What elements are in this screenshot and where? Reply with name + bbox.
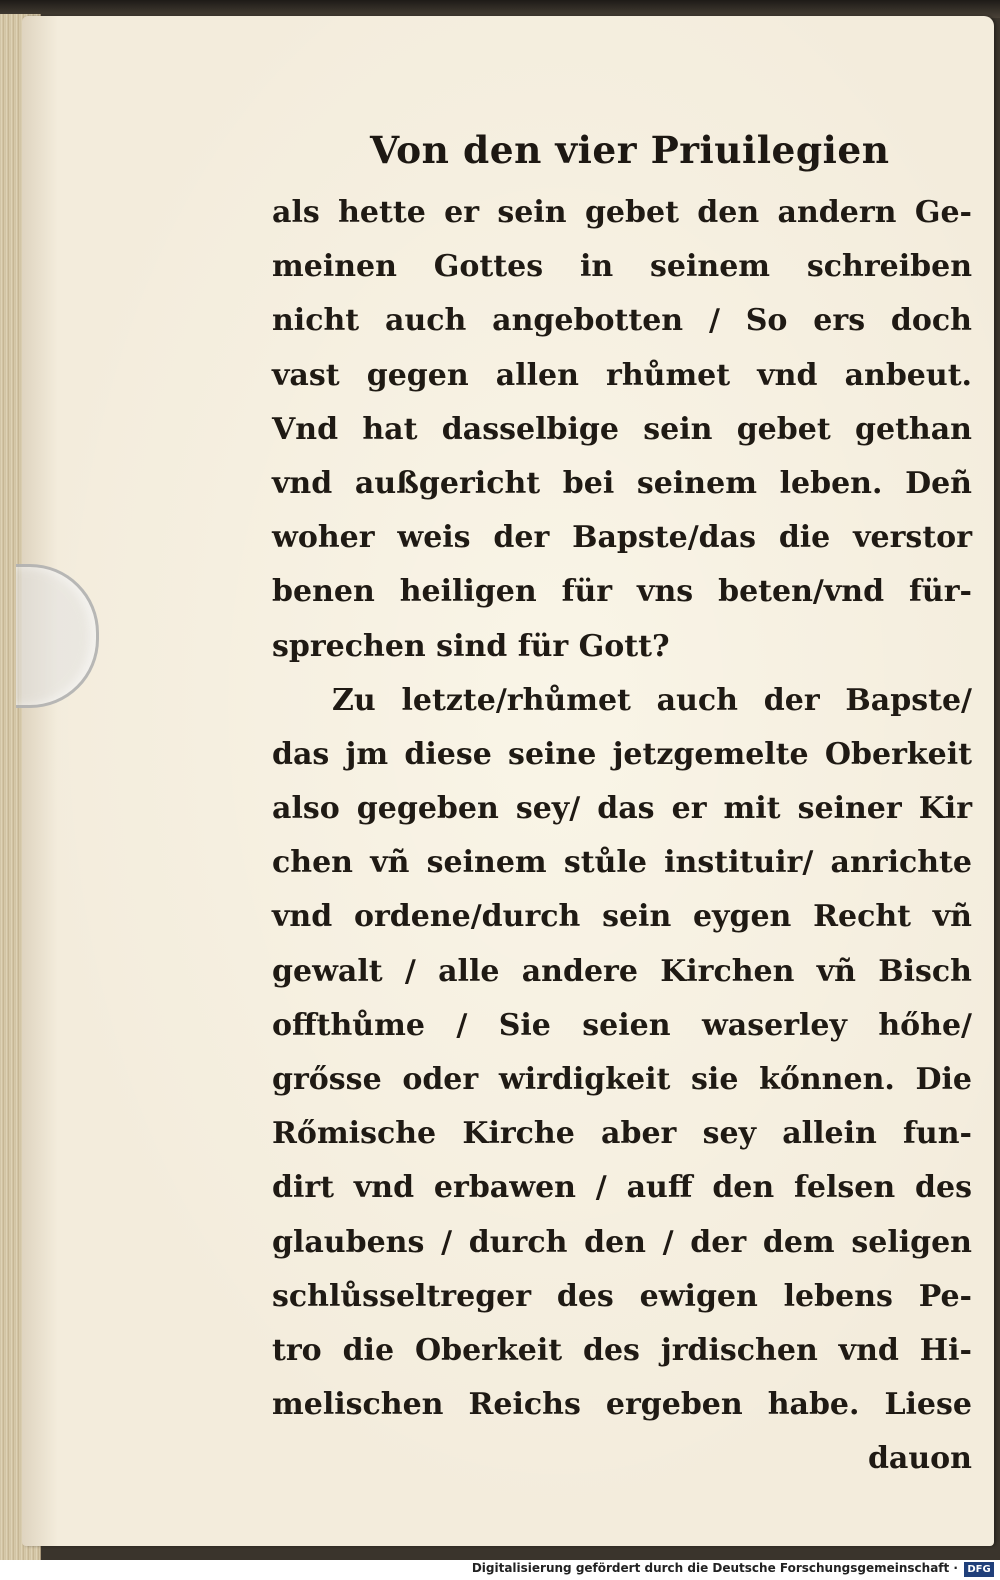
text-line-16: offthůme / Sie seien waserley hőhe/: [272, 1007, 972, 1043]
text-line-6: vnd außgericht bei seinem leben. Deñ: [272, 465, 972, 501]
text-line-14: vnd ordene/durch sein eygen Recht vñ: [272, 899, 972, 935]
running-head: Von den vier Priuilegien: [370, 128, 890, 172]
text-line-20: glaubens / durch den / der dem seligen: [272, 1224, 972, 1260]
text-line-17: grősse oder wirdigkeit sie kőnnen. Die: [272, 1062, 972, 1097]
text-line-9: sprechen sind für Gott?: [272, 628, 670, 664]
text-line-10: Zu letzte/rhůmet auch der Bapste/: [332, 682, 972, 718]
text-line-19: dirt vnd erbawen / auff den felsen des: [272, 1170, 972, 1206]
text-line-7: woher weis der Bapste/das die verstor: [272, 520, 972, 556]
text-line-8: benen heiligen für vns beten/vnd für-: [272, 574, 972, 610]
text-line-1: als hette er sein gebet den andern Ge-: [272, 195, 972, 230]
text-line-3: nicht auch angebotten / So ers doch: [272, 303, 972, 339]
text-line-13: chen vñ seinem stůle instituir/ anrichte: [272, 845, 972, 881]
text-line-2: meinen Gottes in seinem schreiben: [272, 249, 972, 285]
text-line-11: das jm diese seine jetzgemelte Oberkeit: [272, 736, 972, 772]
catchword: dauon: [867, 1441, 972, 1477]
text-block: [272, 186, 972, 1487]
digitization-credit: Digitalisierung gefördert durch die Deutsche Forschungsgemeinschaft ·: [471, 1561, 958, 1575]
text-line-15: gewalt / alle andere Kirchen vñ Bisch: [272, 953, 972, 989]
text-line-18: Rőmische Kirche aber sey allein fun-: [272, 1116, 972, 1152]
text-line-21: schlůsseltreger des ewigen lebens Pe-: [272, 1278, 972, 1314]
page-clip: [16, 564, 99, 708]
text-line-4: vast gegen allen rhůmet vnd anbeut.: [272, 357, 972, 393]
text-line-23: melischen Reichs ergeben habe. Liese: [272, 1387, 972, 1423]
dfg-logo: DFG: [964, 1562, 994, 1577]
text-line-5: Vnd hat dasselbige sein gebet gethan: [272, 411, 972, 447]
text-line-22: tro die Oberkeit des jrdischen vnd Hi-: [272, 1332, 972, 1368]
text-line-12: also gegeben sey/ das er mit seiner Kir: [272, 791, 972, 827]
